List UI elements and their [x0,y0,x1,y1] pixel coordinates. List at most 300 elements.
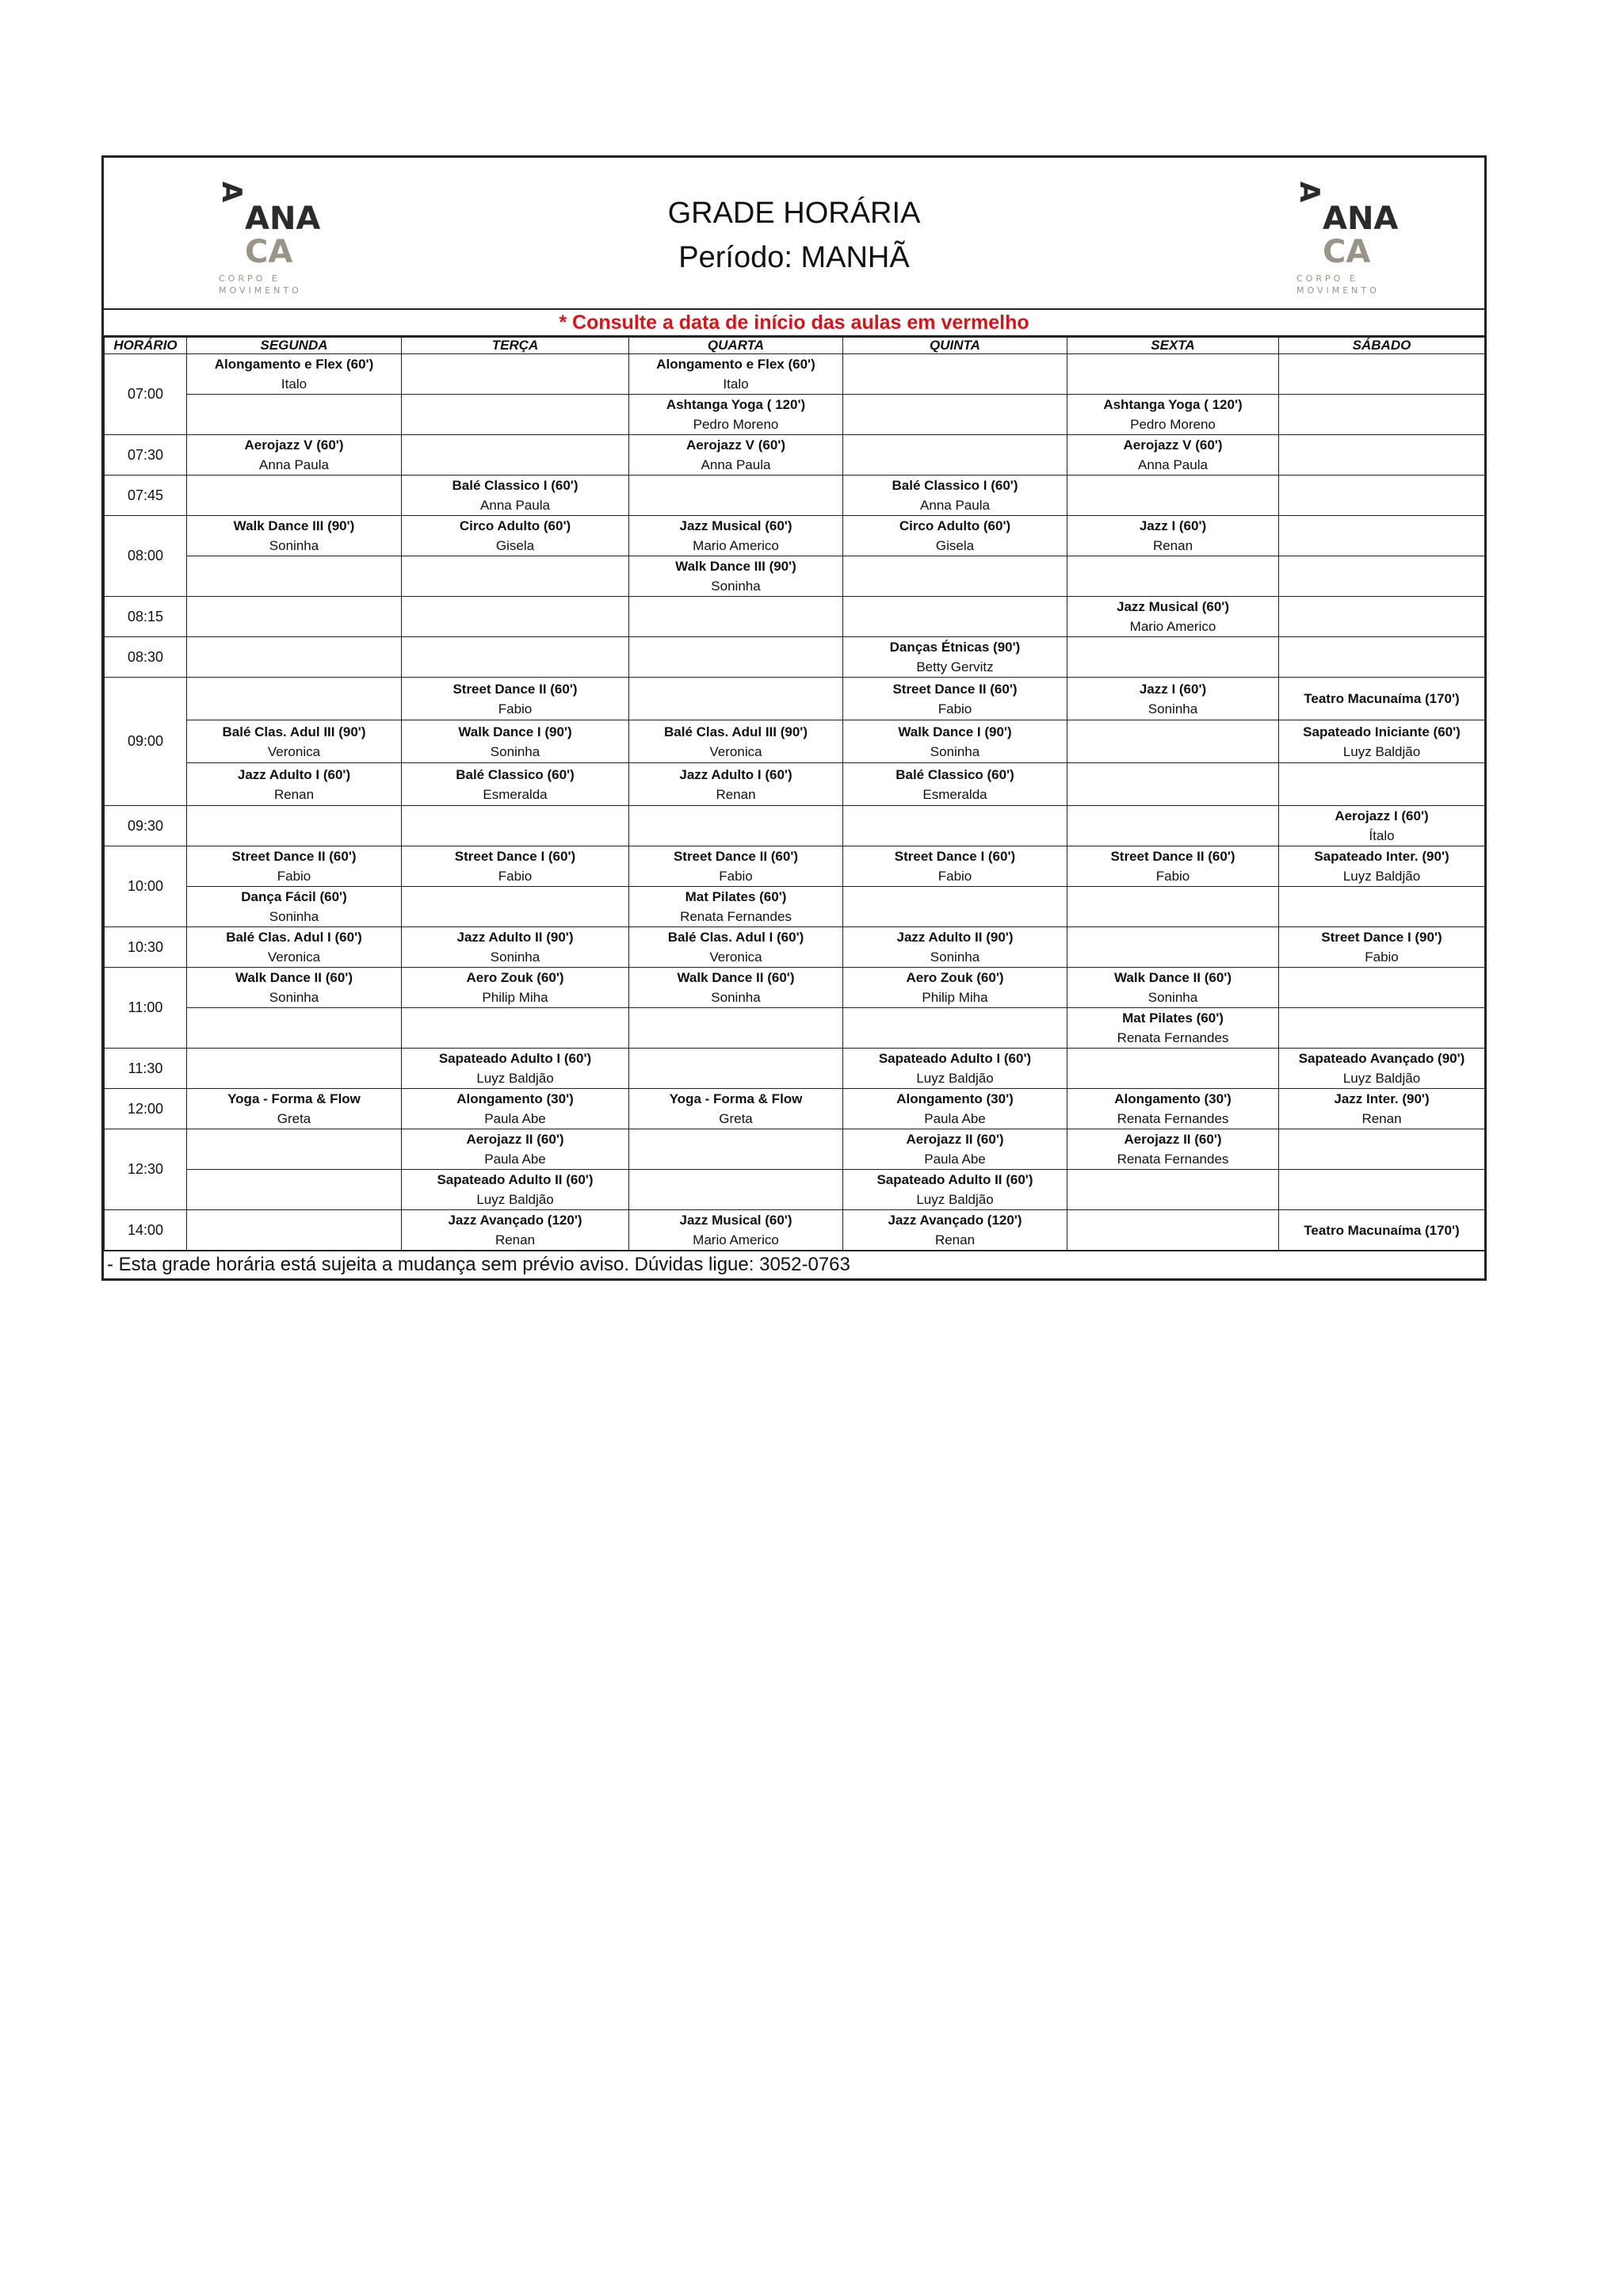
teacher-name: Philip Miha [482,990,548,1005]
teacher-name: Paula Abe [924,1152,986,1167]
class-cell [402,927,629,968]
teacher-name: Renata Fernandes [1117,1111,1229,1126]
teacher-name: Veronica [709,743,762,759]
time-cell: 14:00 [105,1210,187,1251]
schedule-row [105,1049,1485,1089]
class-name: Walk Dance I (90') [458,724,572,739]
schedule-row [105,435,1485,476]
class-cell [1067,1049,1279,1089]
class-cell [187,354,402,395]
class-cell [629,435,843,476]
logo-letters-top: ANA [1323,201,1399,237]
class-cell [843,846,1067,887]
teacher-name: Renan [273,786,315,802]
teacher-name: Fabio [498,701,533,716]
class-cell [629,887,843,927]
class-cell [843,1129,1067,1170]
column-header: SEXTA [1067,338,1279,354]
time-cell: 08:00 [105,516,187,597]
class-name: Walk Dance III (90') [233,518,355,533]
schedule-row [105,806,1485,846]
class-name: Aerojazz II (60') [466,1132,564,1147]
anaca-logo-right [1293,180,1411,299]
teacher-name: Anna Paula [259,457,329,472]
teacher-name: Renan [1361,1111,1402,1126]
column-header-row [105,338,1485,354]
schedule-row [105,846,1485,887]
teacher-name: Anna Paula [480,498,550,513]
class-cell [187,720,402,763]
teacher-name: Luyz Baldjão [1342,743,1421,759]
teacher-name: Veronica [267,743,321,759]
class-name: Balé Clas. Adul I (60') [226,930,362,945]
class-cell [187,678,402,720]
teacher-name: Anna Paula [920,498,990,513]
time-cell: 10:00 [105,846,187,927]
class-cell [629,597,843,637]
class-name: Street Dance I (60') [454,849,576,864]
class-cell [629,763,843,806]
class-cell [1067,435,1279,476]
teacher-name: Soninha [711,990,761,1005]
logo-line2: MOVIMENTO [219,285,302,296]
teacher-name: Luyz Baldjão [916,1192,994,1207]
class-cell [1067,1170,1279,1210]
class-cell [843,678,1067,720]
class-cell [187,637,402,678]
time-cell: 07:30 [105,435,187,476]
class-cell [1279,597,1485,637]
class-cell [629,846,843,887]
class-name: Walk Dance II (60') [677,970,795,985]
class-cell [187,1049,402,1089]
schedule-row [105,556,1485,597]
class-cell [187,597,402,637]
class-cell [402,395,629,435]
logo-letters-bottom: CA [1323,234,1371,270]
teacher-name: Soninha [1148,701,1198,716]
class-name: Jazz I (60') [1139,681,1207,697]
teacher-name: Soninha [490,949,540,965]
class-cell [402,1049,629,1089]
schedule-row [105,968,1485,1008]
schedule-row [105,763,1485,806]
class-cell [1279,887,1485,927]
teacher-name: Veronica [709,949,762,965]
class-cell [402,806,629,846]
schedule-row [105,927,1485,968]
class-cell [629,395,843,435]
teacher-name: Betty Gervitz [916,659,994,674]
class-cell [187,968,402,1008]
class-cell [629,720,843,763]
class-cell [187,395,402,435]
class-cell [187,846,402,887]
class-cell [1279,927,1485,968]
schedule-row [105,597,1485,637]
time-cell: 11:00 [105,968,187,1049]
time-cell: 12:30 [105,1129,187,1210]
class-name: Street Dance II (60') [453,681,578,697]
class-name: Jazz I (60') [1139,518,1207,533]
class-name: Sapateado Avançado (90') [1298,1051,1465,1066]
teacher-name: Soninha [269,990,319,1005]
class-cell [1067,1089,1279,1129]
class-cell [629,1089,843,1129]
schedule-row [105,678,1485,720]
class-cell [1279,556,1485,597]
class-cell [843,806,1067,846]
schedule-row [105,887,1485,927]
teacher-name: Fabio [938,701,972,716]
class-cell [402,678,629,720]
class-cell [187,516,402,556]
class-cell [629,1210,843,1251]
class-cell [1067,516,1279,556]
class-name: Street Dance II (60') [1110,849,1235,864]
teacher-name: Renan [495,1232,536,1247]
class-cell [1067,637,1279,678]
class-name: Balé Clas. Adul III (90') [222,724,366,739]
time-cell: 12:00 [105,1089,187,1129]
class-cell [1279,435,1485,476]
class-cell [1067,887,1279,927]
class-cell [629,1049,843,1089]
class-cell [402,597,629,637]
schedule-row [105,395,1485,435]
class-name: Aerojazz II (60') [906,1132,1004,1147]
schedule-row [105,720,1485,763]
class-cell [1067,354,1279,395]
class-cell [187,927,402,968]
time-cell: 07:45 [105,476,187,516]
class-name: Walk Dance II (60') [1114,970,1232,985]
class-name: Walk Dance III (90') [675,559,796,574]
class-name: Sapateado Adulto I (60') [438,1051,592,1066]
class-name: Circo Adulto (60') [899,518,1011,533]
footer-note: - Esta grade horária está sujeita a mudança sem prévio aviso. Dúvidas ligue: 3052-0763 [104,1251,1484,1278]
class-cell [843,927,1067,968]
teacher-name: Pedro Moreno [693,417,779,432]
period-subtitle: Período: MANHÃ [678,241,910,274]
class-cell [629,806,843,846]
schedule-body [105,354,1485,1251]
class-cell [1067,1008,1279,1049]
class-name: Balé Clas. Adul III (90') [663,724,808,739]
class-cell [402,476,629,516]
class-cell [1067,1210,1279,1251]
class-name: Aerojazz V (60') [244,437,344,453]
teacher-name: Gisela [935,538,975,553]
class-name: Sapateado Iniciante (60') [1303,724,1461,739]
teacher-name: Luyz Baldjão [1342,869,1421,884]
teacher-name: Fabio [277,869,311,884]
class-cell [629,1129,843,1170]
teacher-name: Anna Paula [701,457,771,472]
class-cell [1279,763,1485,806]
teacher-name: Luyz Baldjão [476,1192,554,1207]
class-cell [402,1008,629,1049]
class-cell [1279,1089,1485,1129]
column-header: QUARTA [629,338,843,354]
class-cell [1067,763,1279,806]
class-cell [843,1008,1067,1049]
teacher-name: Philip Miha [922,990,988,1005]
class-cell [1067,927,1279,968]
class-cell [843,1170,1067,1210]
class-cell [1279,806,1485,846]
schedule-sheet [101,155,1487,1281]
class-cell [187,476,402,516]
class-cell [187,806,402,846]
class-name: Aerojazz I (60') [1335,808,1429,823]
class-cell [1279,1170,1485,1210]
teacher-name: Paula Abe [484,1111,546,1126]
class-cell [1279,720,1485,763]
teacher-name: Luyz Baldjão [1342,1071,1421,1086]
time-cell: 11:30 [105,1049,187,1089]
class-name: Jazz Musical (60') [1117,599,1229,614]
logo-letter-a: A [1293,181,1325,203]
class-cell [402,846,629,887]
class-name: Aero Zouk (60') [466,970,564,985]
class-cell [187,435,402,476]
class-cell [629,678,843,720]
class-name: Street Dance I (90') [1321,930,1442,945]
class-name: Alongamento e Flex (60') [656,357,815,372]
class-name: Danças Étnicas (90') [889,640,1021,655]
column-header: HORÁRIO [105,338,187,354]
teacher-name: Gisela [495,538,535,553]
class-cell [843,354,1067,395]
class-cell [187,1089,402,1129]
class-cell [843,763,1067,806]
class-name: Sapateado Adulto II (60') [437,1172,594,1187]
class-cell [402,1210,629,1251]
class-name: Walk Dance I (90') [898,724,1012,739]
schedule-row [105,1210,1485,1251]
class-cell [1279,968,1485,1008]
teacher-name: Soninha [269,909,319,924]
class-name: Sapateado Adulto II (60') [876,1172,1033,1187]
schedule-row [105,1170,1485,1210]
class-cell [843,637,1067,678]
teacher-name: Fabio [1155,869,1190,884]
class-name: Dança Fácil (60') [241,889,347,904]
class-name: Street Dance II (60') [673,849,799,864]
teacher-name: Italo [723,376,749,392]
class-cell [402,516,629,556]
class-name: Walk Dance II (60') [235,970,353,985]
class-cell [187,1210,402,1251]
class-cell [843,1089,1067,1129]
class-cell [1279,678,1485,720]
page-title: GRADE HORÁRIA [667,197,921,230]
column-header: SÁBADO [1279,338,1485,354]
class-name: Aerojazz II (60') [1124,1132,1222,1147]
class-name: Teatro Macunaíma (170') [1304,1222,1460,1238]
teacher-name: Fabio [498,869,533,884]
class-cell [1067,720,1279,763]
time-cell: 09:00 [105,678,187,806]
class-name: Alongamento (30') [456,1091,574,1106]
class-cell [402,763,629,806]
class-name: Street Dance II (60') [892,681,1018,697]
class-cell [1067,597,1279,637]
class-cell [1279,1049,1485,1089]
class-cell [1067,678,1279,720]
class-name: Balé Classico I (60') [452,478,579,493]
teacher-name: Greta [277,1111,311,1126]
class-name: Alongamento e Flex (60') [214,357,374,372]
class-cell [1067,556,1279,597]
class-cell [843,1210,1067,1251]
schedule-row [105,354,1485,395]
column-header: TERÇA [402,338,629,354]
class-cell [1279,395,1485,435]
class-name: Aero Zouk (60') [906,970,1004,985]
logo-line1: CORPO E [219,273,281,284]
class-cell [187,1170,402,1210]
class-cell [843,887,1067,927]
teacher-name: Renan [716,786,756,802]
class-name: Balé Classico I (60') [892,478,1018,493]
class-cell [1067,1129,1279,1170]
class-name: Circo Adulto (60') [459,518,571,533]
start-date-notice: * Consulte a data de início das aulas em vermelho [104,310,1484,337]
teacher-name: Soninha [930,949,980,965]
class-name: Jazz Avançado (120') [448,1213,582,1228]
class-cell [843,556,1067,597]
schedule-row [105,637,1485,678]
class-name: Ashtanga Yoga ( 120') [1103,397,1243,412]
logo-line1: CORPO E [1296,273,1358,284]
class-cell [1279,1008,1485,1049]
class-cell [187,556,402,597]
class-cell [629,476,843,516]
class-cell [629,1170,843,1210]
class-name: Balé Classico (60') [896,766,1014,782]
class-name: Yoga - Forma & Flow [669,1091,803,1106]
class-cell [187,1129,402,1170]
class-cell [843,1049,1067,1089]
class-cell [402,887,629,927]
class-name: Street Dance I (60') [894,849,1016,864]
class-cell [402,435,629,476]
class-name: Mat Pilates (60') [685,889,787,904]
time-cell: 10:30 [105,927,187,968]
class-cell [1279,1129,1485,1170]
class-cell [629,927,843,968]
class-cell [629,968,843,1008]
class-name: Jazz Adulto II (90') [456,930,574,945]
class-cell [629,516,843,556]
class-cell [1279,846,1485,887]
schedule-row [105,1129,1485,1170]
class-cell [402,720,629,763]
schedule-row [105,1008,1485,1049]
class-cell [402,354,629,395]
teacher-name: Renata Fernandes [1117,1152,1229,1167]
class-cell [1067,395,1279,435]
class-name: Aerojazz V (60') [686,437,785,453]
teacher-name: Soninha [711,579,761,594]
class-name: Aerojazz V (60') [1123,437,1223,453]
class-cell [1067,968,1279,1008]
logo-letters-bottom: CA [245,234,293,270]
class-name: Street Dance II (60') [231,849,357,864]
class-name: Sapateado Inter. (90') [1314,849,1449,864]
teacher-name: Paula Abe [484,1152,546,1167]
teacher-name: Renata Fernandes [1117,1030,1229,1045]
class-cell [402,556,629,597]
class-cell [843,516,1067,556]
class-cell [1279,476,1485,516]
teacher-name: Ítalo [1369,828,1395,843]
class-name: Yoga - Forma & Flow [227,1091,361,1106]
class-cell [843,435,1067,476]
column-header: QUINTA [843,338,1067,354]
time-cell: 08:30 [105,637,187,678]
logo-line2: MOVIMENTO [1296,285,1380,296]
class-cell [1279,516,1485,556]
class-name: Ashtanga Yoga ( 120') [666,397,806,412]
class-cell [1067,476,1279,516]
class-name: Jazz Adulto II (90') [896,930,1014,945]
schedule-row [105,516,1485,556]
class-cell [843,720,1067,763]
class-cell [843,597,1067,637]
class-cell [629,556,843,597]
title-block [104,191,1484,280]
teacher-name: Mario Americo [693,1232,779,1247]
class-cell [187,1008,402,1049]
class-cell [402,637,629,678]
teacher-name: Soninha [1148,990,1198,1005]
schedule-table [104,337,1485,1251]
teacher-name: Mario Americo [693,538,779,553]
class-cell [1067,806,1279,846]
class-name: Balé Clas. Adul I (60') [667,930,804,945]
class-cell [1067,846,1279,887]
class-name: Jazz Inter. (90') [1334,1091,1430,1106]
teacher-name: Soninha [269,538,319,553]
class-cell [187,763,402,806]
class-name: Sapateado Adulto I (60') [878,1051,1032,1066]
class-cell [843,968,1067,1008]
class-cell [1279,637,1485,678]
teacher-name: Soninha [930,743,980,759]
class-cell [402,968,629,1008]
teacher-name: Luyz Baldjão [476,1071,554,1086]
teacher-name: Greta [719,1111,753,1126]
teacher-name: Renata Fernandes [680,909,792,924]
class-name: Jazz Musical (60') [679,1213,792,1228]
class-name: Jazz Adulto I (60') [237,766,351,782]
teacher-name: Anna Paula [1138,457,1208,472]
class-cell [1279,354,1485,395]
logo-letter-a: A [216,181,247,203]
class-cell [843,476,1067,516]
class-cell [843,395,1067,435]
class-cell [402,1170,629,1210]
class-cell [629,637,843,678]
teacher-name: Soninha [490,743,540,759]
class-name: Mat Pilates (60') [1122,1010,1224,1026]
time-cell: 07:00 [105,354,187,435]
schedule-row [105,1089,1485,1129]
teacher-name: Esmeralda [922,786,987,802]
